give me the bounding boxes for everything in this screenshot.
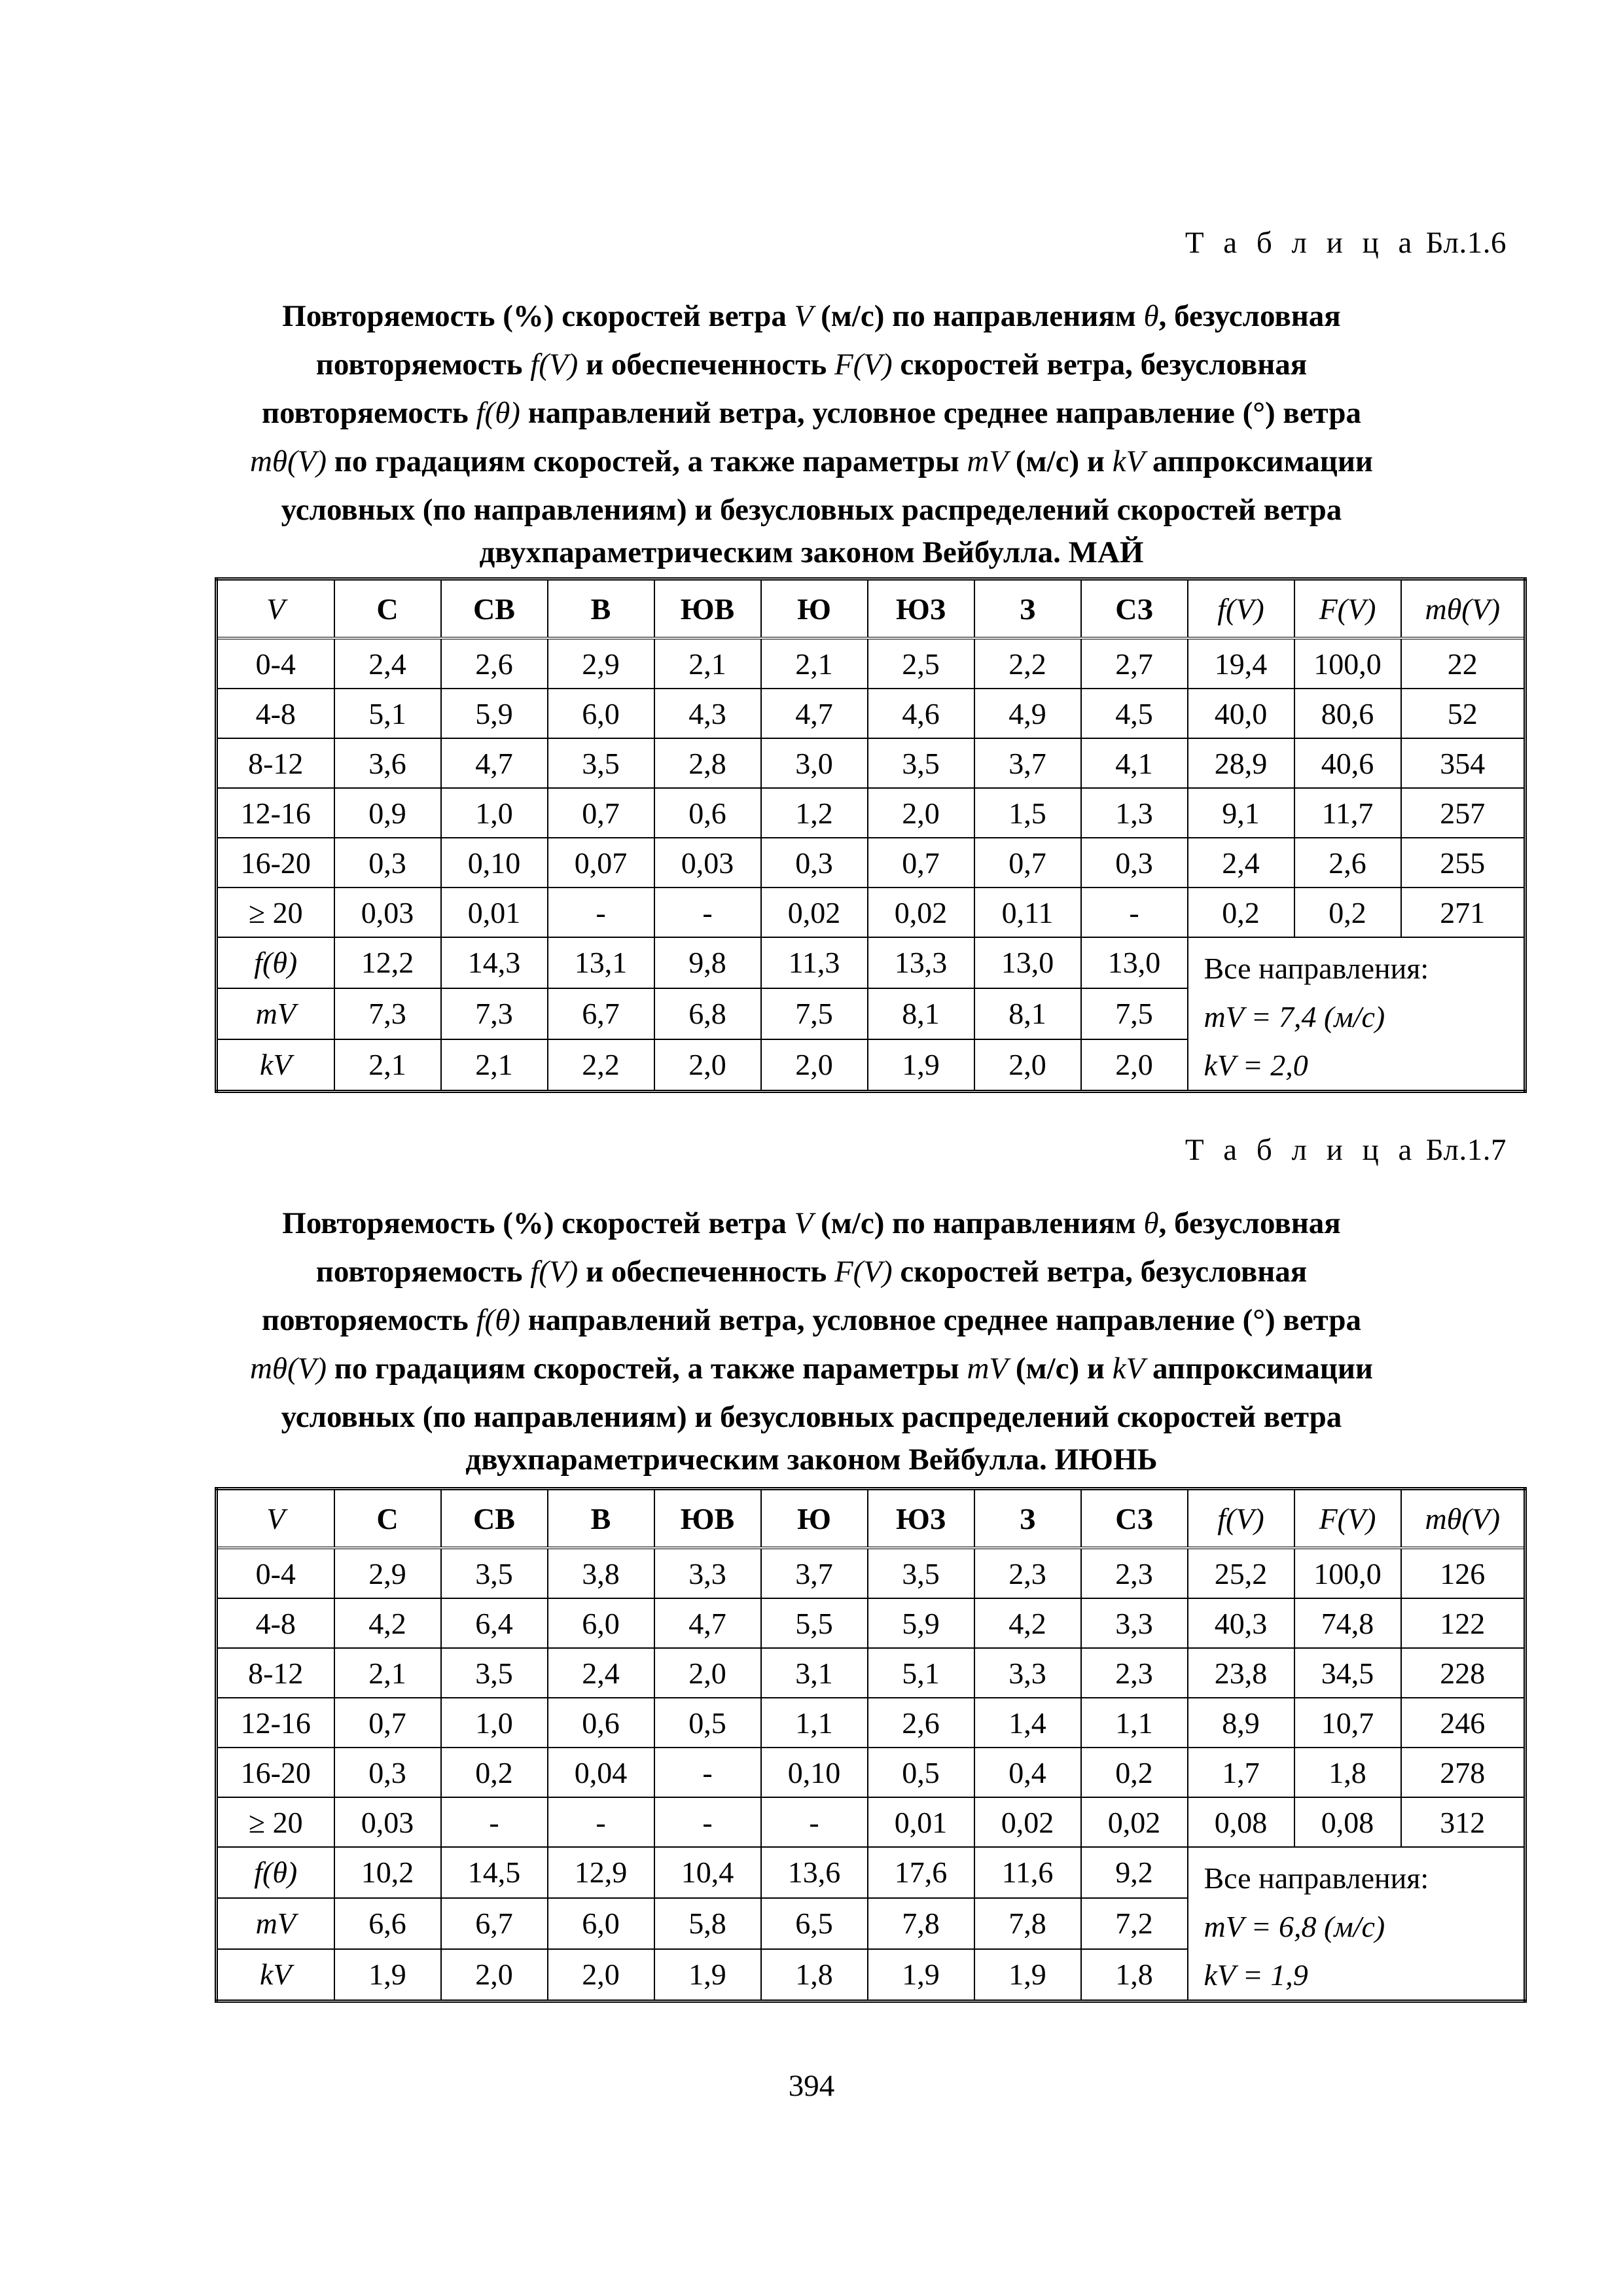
table-cell: 4,6	[868, 689, 974, 738]
table-cell: 0,7	[548, 788, 654, 838]
table-cell: 22	[1401, 638, 1525, 689]
table-cell: 3,3	[654, 1548, 761, 1598]
table-cell: 0,3	[1081, 838, 1188, 888]
table-cell: 0,03	[334, 888, 441, 937]
table-cell: 1,9	[334, 1949, 441, 2001]
caption-line-3: повторяемость f(θ) направлений ветра, условное среднее направление (°) ветра	[262, 1303, 1361, 1337]
table-row	[217, 738, 1525, 788]
table-cell: 228	[1401, 1648, 1525, 1698]
param-label: mV	[217, 988, 334, 1039]
table-cell: 2,6	[868, 1698, 974, 1748]
table-cell: 4,2	[974, 1598, 1081, 1648]
table-cell: 0,03	[334, 1797, 441, 1847]
table-caption	[216, 292, 1407, 571]
header-cell: f(V)	[1188, 579, 1294, 639]
table-cell: 2,1	[334, 1039, 441, 1092]
all-directions-summary	[1188, 937, 1525, 1092]
table-cell: 2,4	[548, 1648, 654, 1698]
table-cell: 10,2	[334, 1847, 441, 1898]
header-cell: З	[974, 579, 1081, 639]
summary-mv: mV = 6,8 (м/с)	[1204, 1910, 1385, 1943]
table-row	[217, 838, 1525, 888]
table-cell: 0,02	[1081, 1797, 1188, 1847]
table-cell: 0,03	[654, 838, 761, 888]
table-cell: 4-8	[217, 689, 334, 738]
table-cell: 3,5	[548, 738, 654, 788]
caption-line-4: mθ(V) по градациям скоростей, а также параметры mV (м/с) и kV аппроксимации	[249, 444, 1374, 478]
table-cell: 3,5	[441, 1548, 548, 1598]
table-cell: 11,7	[1294, 788, 1401, 838]
table-cell: -	[654, 1797, 761, 1847]
table-cell: 2,1	[654, 638, 761, 689]
table-label-word: Т а б л и ц а	[1185, 1133, 1418, 1167]
table-row	[217, 1748, 1525, 1797]
header-cell: В	[548, 579, 654, 639]
table-cell: 0,5	[868, 1748, 974, 1797]
table-cell: 2,4	[1188, 838, 1294, 888]
table-cell: 6,7	[441, 1898, 548, 1949]
table-cell: 2,7	[1081, 638, 1188, 689]
table-cell: 9,1	[1188, 788, 1294, 838]
param-label: f(θ)	[217, 1847, 334, 1898]
param-row	[217, 1847, 1525, 1898]
table-label	[1185, 225, 1507, 260]
table-cell: 1,9	[868, 1039, 974, 1092]
table-cell: 7,5	[761, 988, 868, 1039]
header-cell: С	[334, 1489, 441, 1549]
table-cell: 2,1	[334, 1648, 441, 1698]
table-cell: 13,6	[761, 1847, 868, 1898]
table-cell: 2,3	[974, 1548, 1081, 1598]
table-cell: 4,7	[654, 1598, 761, 1648]
header-row	[217, 1489, 1525, 1549]
summary-mv: mV = 7,4 (м/с)	[1204, 1000, 1385, 1033]
table-cell: 1,4	[974, 1698, 1081, 1748]
table-cell: 17,6	[868, 1847, 974, 1898]
table-cell: 8,1	[974, 988, 1081, 1039]
table-cell: 6,0	[548, 1598, 654, 1648]
table-cell: 0,3	[334, 1748, 441, 1797]
param-label: kV	[217, 1039, 334, 1092]
summary-kv: kV = 1,9	[1204, 1958, 1308, 1992]
summary-kv: kV = 2,0	[1204, 1049, 1308, 1082]
table-cell: 52	[1401, 689, 1525, 738]
caption-line-1: Повторяемость (%) скоростей ветра V (м/с) по направлениям θ, безусловная	[282, 299, 1341, 333]
table-row	[217, 788, 1525, 838]
table-cell: 0,7	[974, 838, 1081, 888]
table-cell: 2,3	[1081, 1548, 1188, 1598]
table-cell: 1,2	[761, 788, 868, 838]
table-cell: 4,3	[654, 689, 761, 738]
header-cell: СЗ	[1081, 1489, 1188, 1549]
table-label-word: Т а б л и ц а	[1185, 226, 1418, 260]
table-cell: 2,1	[441, 1039, 548, 1092]
header-cell: ЮВ	[654, 1489, 761, 1549]
table-cell: 5,1	[334, 689, 441, 738]
table-cell: 8-12	[217, 1648, 334, 1698]
header-cell: ЮЗ	[868, 579, 974, 639]
caption-line-3: повторяемость f(θ) направлений ветра, условное среднее направление (°) ветра	[262, 396, 1361, 430]
table-cell: 3,5	[868, 1548, 974, 1598]
table-cell: 11,6	[974, 1847, 1081, 1898]
table-cell: 19,4	[1188, 638, 1294, 689]
caption-line-4: mθ(V) по градациям скоростей, а также параметры mV (м/с) и kV аппроксимации	[249, 1352, 1374, 1386]
table-cell: 13,3	[868, 937, 974, 988]
table-cell: 0,01	[441, 888, 548, 937]
table-cell: 14,3	[441, 937, 548, 988]
header-cell: Ю	[761, 579, 868, 639]
table-cell: 1,8	[761, 1949, 868, 2001]
table-cell: 0,04	[548, 1748, 654, 1797]
header-cell: В	[548, 1489, 654, 1549]
table-row	[217, 1648, 1525, 1698]
table-cell: 8,9	[1188, 1698, 1294, 1748]
table-cell: 0,02	[761, 888, 868, 937]
table-cell: 4,7	[761, 689, 868, 738]
table-cell: 3,7	[761, 1548, 868, 1598]
table-cell: 0,5	[654, 1698, 761, 1748]
table-cell: 25,2	[1188, 1548, 1294, 1598]
table-cell: 2,0	[654, 1039, 761, 1092]
table-cell: 0,02	[868, 888, 974, 937]
table-cell: 0,01	[868, 1797, 974, 1847]
table-row	[217, 1698, 1525, 1748]
table-cell: 4,5	[1081, 689, 1188, 738]
table-cell: 9,8	[654, 937, 761, 988]
table-cell: 354	[1401, 738, 1525, 788]
header-cell: V	[217, 1489, 334, 1549]
table-cell: 1,8	[1294, 1748, 1401, 1797]
table-cell: 1,7	[1188, 1748, 1294, 1797]
caption-line-5: условных (по направлениям) и безусловных распределений скоростей ветра	[281, 493, 1342, 527]
table-cell: 1,9	[654, 1949, 761, 2001]
table-cell: 257	[1401, 788, 1525, 838]
table-cell: 126	[1401, 1548, 1525, 1598]
table-cell: 11,3	[761, 937, 868, 988]
table-cell: 2,9	[548, 638, 654, 689]
caption-line-2: повторяемость f(V) и обеспеченность F(V) скоростей ветра, безусловная	[315, 348, 1308, 382]
table-cell: 13,0	[1081, 937, 1188, 988]
table-cell: 6,0	[548, 689, 654, 738]
table-cell: 0,4	[974, 1748, 1081, 1797]
table-cell: 0,9	[334, 788, 441, 838]
table-cell: 100,0	[1294, 638, 1401, 689]
table-cell: 1,1	[761, 1698, 868, 1748]
table-cell: 6,0	[548, 1898, 654, 1949]
table-cell: 0,2	[1294, 888, 1401, 937]
table-cell: 10,7	[1294, 1698, 1401, 1748]
table-cell: ≥ 20	[217, 888, 334, 937]
table-cell: 0,3	[761, 838, 868, 888]
table-cell: 12-16	[217, 788, 334, 838]
table-cell: 0,2	[1188, 888, 1294, 937]
header-row	[217, 579, 1525, 639]
table-cell: 2,0	[548, 1949, 654, 2001]
wind-table-june	[215, 1487, 1527, 2003]
table-cell: 12,9	[548, 1847, 654, 1898]
table-cell: 6,8	[654, 988, 761, 1039]
table-row	[217, 689, 1525, 738]
table-cell: 5,9	[441, 689, 548, 738]
table-cell: 74,8	[1294, 1598, 1401, 1648]
table-label	[1185, 1132, 1507, 1168]
table-cell: 0,2	[1081, 1748, 1188, 1797]
table-cell: 2,4	[334, 638, 441, 689]
table-cell: 1,0	[441, 1698, 548, 1748]
param-label: f(θ)	[217, 937, 334, 988]
table-cell: 3,6	[334, 738, 441, 788]
table-cell: 2,0	[441, 1949, 548, 2001]
table-cell: 7,3	[334, 988, 441, 1039]
table-cell: 16-20	[217, 838, 334, 888]
table-caption	[216, 1199, 1407, 1478]
table-cell: 3,1	[761, 1648, 868, 1698]
table-cell: 8-12	[217, 738, 334, 788]
table-cell: -	[548, 1797, 654, 1847]
wind-table-may	[215, 577, 1527, 1093]
table-cell: 0,08	[1294, 1797, 1401, 1847]
table-cell: 14,5	[441, 1847, 548, 1898]
header-cell: СЗ	[1081, 579, 1188, 639]
caption-line-1: Повторяемость (%) скоростей ветра V (м/с) по направлениям θ, безусловная	[282, 1206, 1341, 1240]
table-cell: 7,3	[441, 988, 548, 1039]
table-cell: 3,7	[974, 738, 1081, 788]
table-cell: 0,08	[1188, 1797, 1294, 1847]
table-cell: 5,5	[761, 1598, 868, 1648]
table-cell: 0,11	[974, 888, 1081, 937]
table-cell: 0-4	[217, 638, 334, 689]
table-cell: 40,6	[1294, 738, 1401, 788]
table-cell: 0,6	[548, 1698, 654, 1748]
table-row	[217, 1598, 1525, 1648]
table-cell: 1,0	[441, 788, 548, 838]
header-cell: Ю	[761, 1489, 868, 1549]
table-cell: 4,1	[1081, 738, 1188, 788]
table-cell: 2,0	[868, 788, 974, 838]
summary-title: Все направления:	[1204, 1861, 1429, 1895]
table-cell: 2,0	[654, 1648, 761, 1698]
table-cell: 80,6	[1294, 689, 1401, 738]
table-cell: 28,9	[1188, 738, 1294, 788]
header-cell: ЮЗ	[868, 1489, 974, 1549]
table-cell: 2,0	[1081, 1039, 1188, 1092]
table-cell: 0,10	[761, 1748, 868, 1797]
table-cell: 246	[1401, 1698, 1525, 1748]
header-cell: F(V)	[1294, 579, 1401, 639]
table-cell: 3,5	[441, 1648, 548, 1698]
table-cell: 4,9	[974, 689, 1081, 738]
table-cell: -	[761, 1797, 868, 1847]
table-cell: 9,2	[1081, 1847, 1188, 1898]
table-cell: 0,02	[974, 1797, 1081, 1847]
header-cell: СВ	[441, 579, 548, 639]
param-label: mV	[217, 1898, 334, 1949]
table-cell: 6,7	[548, 988, 654, 1039]
table-cell: 1,9	[868, 1949, 974, 2001]
table-cell: 3,0	[761, 738, 868, 788]
table-cell: ≥ 20	[217, 1797, 334, 1847]
table-cell: 122	[1401, 1598, 1525, 1648]
header-cell: V	[217, 579, 334, 639]
header-cell: ЮВ	[654, 579, 761, 639]
page-number: 394	[788, 2069, 835, 2103]
table-cell: 255	[1401, 838, 1525, 888]
table-cell: 278	[1401, 1748, 1525, 1797]
table-label-number: Бл.1.7	[1425, 1133, 1507, 1167]
table-cell: 2,0	[974, 1039, 1081, 1092]
table-cell: 40,0	[1188, 689, 1294, 738]
table-cell: 40,3	[1188, 1598, 1294, 1648]
table-cell: 13,0	[974, 937, 1081, 988]
table-cell: 23,8	[1188, 1648, 1294, 1698]
table-cell: 3,8	[548, 1548, 654, 1598]
table-cell: 34,5	[1294, 1648, 1401, 1698]
table-cell: 0,3	[334, 838, 441, 888]
table-cell: 1,1	[1081, 1698, 1188, 1748]
summary-title: Все направления:	[1204, 952, 1429, 985]
table-cell: 0,07	[548, 838, 654, 888]
table-cell: -	[654, 1748, 761, 1797]
caption-line-6: двухпараметрическим законом Вейбулла. ИЮНЬ	[465, 1443, 1158, 1477]
param-row	[217, 937, 1525, 988]
table-row	[217, 638, 1525, 689]
table-row	[217, 1797, 1525, 1847]
table-cell: 2,3	[1081, 1648, 1188, 1698]
table-cell: 2,5	[868, 638, 974, 689]
table-cell: 7,5	[1081, 988, 1188, 1039]
table-cell: 1,5	[974, 788, 1081, 838]
table-cell: 3,3	[974, 1648, 1081, 1698]
header-cell: F(V)	[1294, 1489, 1401, 1549]
table-cell: 100,0	[1294, 1548, 1401, 1598]
table-cell: 1,9	[974, 1949, 1081, 2001]
table-cell: 8,1	[868, 988, 974, 1039]
param-label: kV	[217, 1949, 334, 2001]
table-cell: -	[548, 888, 654, 937]
table-cell: -	[1081, 888, 1188, 937]
table-cell: 0,2	[441, 1748, 548, 1797]
table-cell: 13,1	[548, 937, 654, 988]
table-cell: 1,8	[1081, 1949, 1188, 2001]
table-cell: 0-4	[217, 1548, 334, 1598]
table-cell: 2,6	[1294, 838, 1401, 888]
caption-line-5: условных (по направлениям) и безусловных распределений скоростей ветра	[281, 1400, 1342, 1434]
table-cell: 271	[1401, 888, 1525, 937]
table-cell: 0,6	[654, 788, 761, 838]
header-cell: mθ(V)	[1401, 579, 1525, 639]
header-cell: mθ(V)	[1401, 1489, 1525, 1549]
table-cell: 12,2	[334, 937, 441, 988]
table-cell: 7,8	[974, 1898, 1081, 1949]
table-cell: 5,1	[868, 1648, 974, 1698]
table-cell: 7,2	[1081, 1898, 1188, 1949]
header-cell: З	[974, 1489, 1081, 1549]
table-cell: 5,9	[868, 1598, 974, 1648]
table-cell: 0,10	[441, 838, 548, 888]
table-cell: 2,2	[974, 638, 1081, 689]
header-cell: f(V)	[1188, 1489, 1294, 1549]
table-cell: 2,9	[334, 1548, 441, 1598]
table-row	[217, 1548, 1525, 1598]
table-cell: 4,7	[441, 738, 548, 788]
header-cell: СВ	[441, 1489, 548, 1549]
table-cell: 6,5	[761, 1898, 868, 1949]
table-cell: 6,4	[441, 1598, 548, 1648]
table-cell: 4-8	[217, 1598, 334, 1648]
table-cell: 0,7	[868, 838, 974, 888]
table-row	[217, 888, 1525, 937]
table-cell: 7,8	[868, 1898, 974, 1949]
table-cell: 2,1	[761, 638, 868, 689]
table-cell: 6,6	[334, 1898, 441, 1949]
caption-line-2: повторяемость f(V) и обеспеченность F(V) скоростей ветра, безусловная	[315, 1255, 1308, 1289]
caption-line-6: двухпараметрическим законом Вейбулла. МАЙ	[479, 535, 1144, 569]
table-cell: 3,3	[1081, 1598, 1188, 1648]
table-cell: -	[441, 1797, 548, 1847]
table-cell: 2,2	[548, 1039, 654, 1092]
table-cell: 5,8	[654, 1898, 761, 1949]
table-cell: 12-16	[217, 1698, 334, 1748]
table-cell: 312	[1401, 1797, 1525, 1847]
table-cell: 2,8	[654, 738, 761, 788]
table-cell: 10,4	[654, 1847, 761, 1898]
table-cell: 16-20	[217, 1748, 334, 1797]
table-cell: -	[654, 888, 761, 937]
table-label-number: Бл.1.6	[1425, 226, 1507, 260]
all-directions-summary	[1188, 1847, 1525, 2001]
header-cell: С	[334, 579, 441, 639]
table-cell: 3,5	[868, 738, 974, 788]
table-cell: 2,6	[441, 638, 548, 689]
table-cell: 2,0	[761, 1039, 868, 1092]
table-cell: 0,7	[334, 1698, 441, 1748]
table-cell: 1,3	[1081, 788, 1188, 838]
table-cell: 4,2	[334, 1598, 441, 1648]
